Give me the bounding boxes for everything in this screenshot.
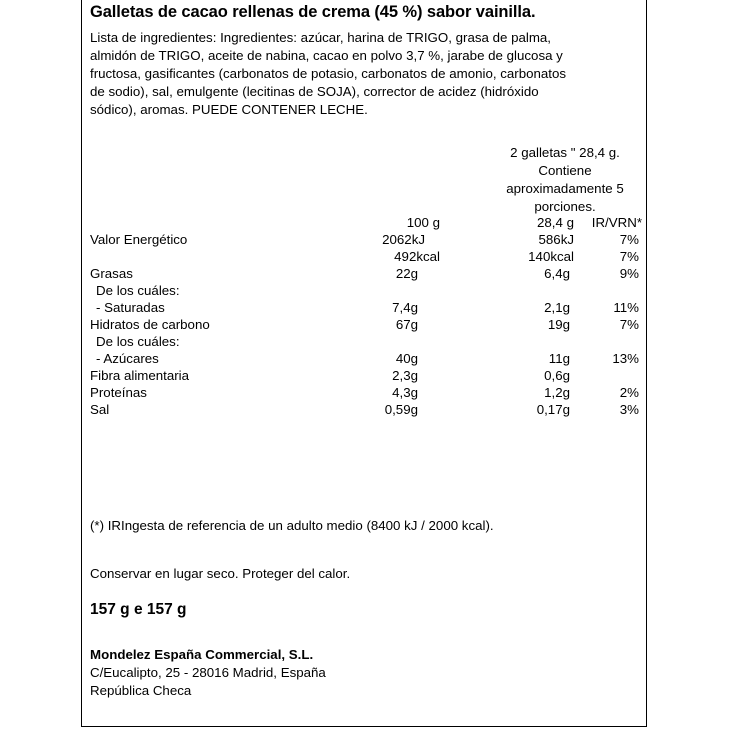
fibre-100g: 2,3g: [392, 368, 418, 383]
header-per-serving: 28,4 g: [537, 215, 574, 230]
serving-line: 2 galletas " 28,4 g.: [510, 145, 620, 160]
fibre-serving: 0,6g: [544, 368, 570, 383]
protein-100g: 4,3g: [392, 385, 418, 400]
sugars-ri: 13%: [612, 351, 639, 366]
fat-label: Grasas: [90, 266, 133, 281]
sugars-serving: 11g: [548, 351, 570, 366]
fat-100g: 22g: [395, 266, 418, 281]
energy-kj-100g: 2062kJ: [382, 232, 425, 247]
energy-kcal-serving: 140kcal: [528, 249, 574, 264]
energy-kcal-ri: 7%: [619, 249, 639, 264]
footnote: (*) IRIngesta de referencia de un adulto medio (8400 kJ / 2000 kcal).: [90, 518, 494, 533]
salt-label: Sal: [90, 402, 110, 417]
ingredients-line: sódico), aromas. PUEDE CONTENER LECHE.: [90, 102, 368, 117]
protein-label: Proteínas: [90, 385, 147, 400]
header-per-100g: 100 g: [406, 215, 440, 230]
saturated-ri: 11%: [613, 300, 639, 315]
salt-serving: 0,17g: [536, 402, 570, 417]
ingredients-line: Lista de ingredientes: Ingredientes: azúcar, harina de TRIGO, grasa de palma,: [90, 30, 551, 45]
protein-serving: 1,2g: [544, 385, 570, 400]
product-title: Galletas de cacao rellenas de crema (45 %) sabor vainilla.: [90, 3, 536, 21]
ingredients-line: fructosa, gasificantes (carbonatos de potasio, carbonatos de amonio, carbonatos: [90, 66, 567, 81]
fat-serving: 6,4g: [544, 266, 570, 281]
carbs-ri: 7%: [619, 317, 639, 332]
salt-ri: 3%: [619, 402, 639, 417]
fat-sub-label: De los cuáles:: [96, 283, 180, 298]
company-name: Mondelez España Commercial, S.L.: [90, 647, 314, 662]
fat-ri: 9%: [619, 266, 639, 281]
saturated-100g: 7,4g: [392, 300, 418, 315]
serving-line: aproximadamente 5: [506, 181, 624, 196]
salt-100g: 0,59g: [384, 402, 418, 417]
storage-instructions: Conservar en lugar seco. Proteger del calor.: [90, 566, 351, 581]
net-weight: 157 g e 157 g: [90, 601, 187, 618]
sugars-label: - Azúcares: [96, 351, 159, 366]
protein-ri: 2%: [619, 385, 639, 400]
carbs-100g: 67g: [395, 317, 418, 332]
carbs-label: Hidratos de carbono: [90, 317, 210, 332]
serving-info: [496, 144, 634, 216]
energy-label: Valor Energético: [90, 232, 188, 247]
company-address: C/Eucalipto, 25 - 28016 Madrid, España: [90, 665, 326, 680]
carbs-serving: 19g: [547, 317, 570, 332]
ingredients-line: de sodio), sal, emulgente (lecitinas de SOJA), corrector de acidez (hidróxido: [90, 84, 539, 99]
ingredients-list: [90, 29, 642, 119]
saturated-label: - Saturadas: [96, 300, 165, 315]
saturated-serving: 2,1g: [544, 300, 570, 315]
header-ri: IR/VRN*: [591, 215, 642, 230]
energy-kcal-100g: 492kcal: [394, 249, 440, 264]
energy-kj-ri: 7%: [619, 232, 639, 247]
serving-line: porciones.: [534, 199, 596, 214]
carbs-sub-label: De los cuáles:: [96, 334, 180, 349]
energy-kj-serving: 586kJ: [538, 232, 574, 247]
serving-line: Contiene: [538, 163, 592, 178]
ingredients-line: almidón de TRIGO, aceite de nabina, cacao en polvo 3,7 %, jarabe de glucosa y: [90, 48, 563, 63]
country-of-origin: República Checa: [90, 683, 192, 698]
sugars-100g: 40g: [395, 351, 418, 366]
fibre-label: Fibra alimentaria: [90, 368, 190, 383]
